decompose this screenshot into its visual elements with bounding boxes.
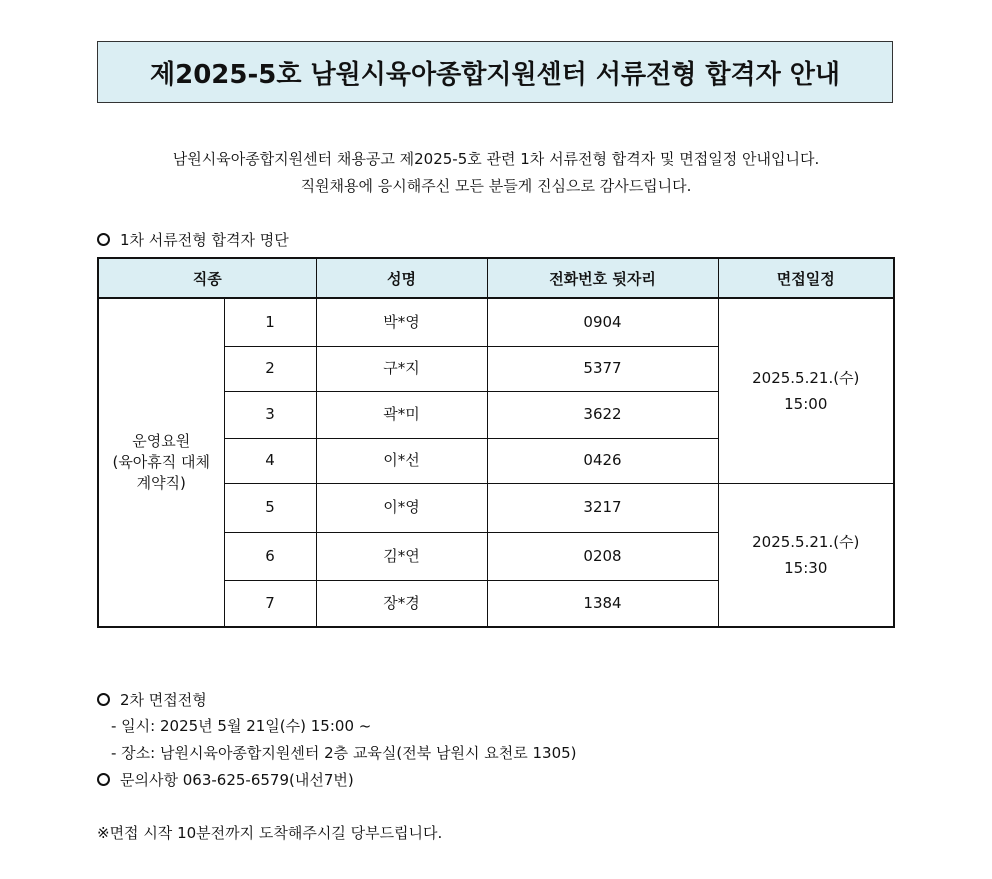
row-name: 곽*미 <box>316 391 487 438</box>
arrival-note: ※면접 시작 10분전까지 도착해주시길 당부드립니다. <box>97 824 443 842</box>
section-1-heading <box>97 229 289 250</box>
contact-line <box>97 769 354 790</box>
schedule-cell-1 <box>718 298 894 483</box>
row-number: 3 <box>224 391 316 438</box>
page-title: 제2025-5호 남원시육아종합지원센터 서류전형 합격자 안내 <box>149 59 840 90</box>
interview-place: - 장소: 남원시육아종합지원센터 2층 교육실(전북 남원시 요천로 1305) <box>111 744 577 762</box>
intro-line-1: 남원시육아종합지원센터 채용공고 제2025-5호 관련 1차 서류전형 합격자 및 면접일정 안내입니다. <box>172 150 820 168</box>
section-2-heading-text: 2차 면접전형 <box>120 691 207 709</box>
title-box <box>97 41 893 103</box>
row-phone: 0426 <box>487 438 718 483</box>
row-phone: 0904 <box>487 298 718 346</box>
section-2-heading <box>97 689 207 710</box>
row-number: 6 <box>224 532 316 580</box>
row-name: 장*경 <box>316 580 487 627</box>
row-name: 이*선 <box>316 438 487 483</box>
header-name: 성명 <box>316 258 487 298</box>
contact-text: 문의사항 063-625-6579(내선7번) <box>120 771 354 789</box>
job-type-line-1: 운영요원 <box>132 432 191 450</box>
row-phone: 5377 <box>487 346 718 391</box>
row-number: 5 <box>224 483 316 532</box>
job-type-line-2: (육아휴직 대체 <box>112 453 211 471</box>
applicant-table <box>97 257 895 628</box>
schedule-1-time: 15:00 <box>784 394 828 413</box>
schedule-2-date: 2025.5.21.(수) <box>752 532 860 551</box>
row-number: 2 <box>224 346 316 391</box>
section-1-heading-text: 1차 서류전형 합격자 명단 <box>120 231 289 249</box>
schedule-2-time: 15:30 <box>784 558 828 577</box>
row-name: 이*영 <box>316 483 487 532</box>
row-phone: 3217 <box>487 483 718 532</box>
job-type-line-3: 계약직) <box>136 474 186 492</box>
row-number: 4 <box>224 438 316 483</box>
row-name: 구*지 <box>316 346 487 391</box>
row-phone: 0208 <box>487 532 718 580</box>
row-phone: 1384 <box>487 580 718 627</box>
schedule-cell-2 <box>718 483 894 627</box>
row-number: 1 <box>224 298 316 346</box>
header-job: 직종 <box>98 258 316 298</box>
schedule-1-date: 2025.5.21.(수) <box>752 368 860 387</box>
row-name: 박*영 <box>316 298 487 346</box>
circle-bullet-icon <box>97 233 110 246</box>
circle-bullet-icon <box>97 773 110 786</box>
table-header-row <box>98 258 894 298</box>
header-interview: 면접일정 <box>718 258 894 298</box>
table-row <box>98 298 894 346</box>
circle-bullet-icon <box>97 693 110 706</box>
row-phone: 3622 <box>487 391 718 438</box>
intro-line-2: 직원채용에 응시해주신 모든 분들게 진심으로 감사드립니다. <box>300 177 692 195</box>
header-phone: 전화번호 뒷자리 <box>487 258 718 298</box>
job-type-cell <box>98 298 224 627</box>
row-name: 김*연 <box>316 532 487 580</box>
row-number: 7 <box>224 580 316 627</box>
interview-datetime: - 일시: 2025년 5월 21일(수) 15:00 ~ <box>111 717 372 735</box>
